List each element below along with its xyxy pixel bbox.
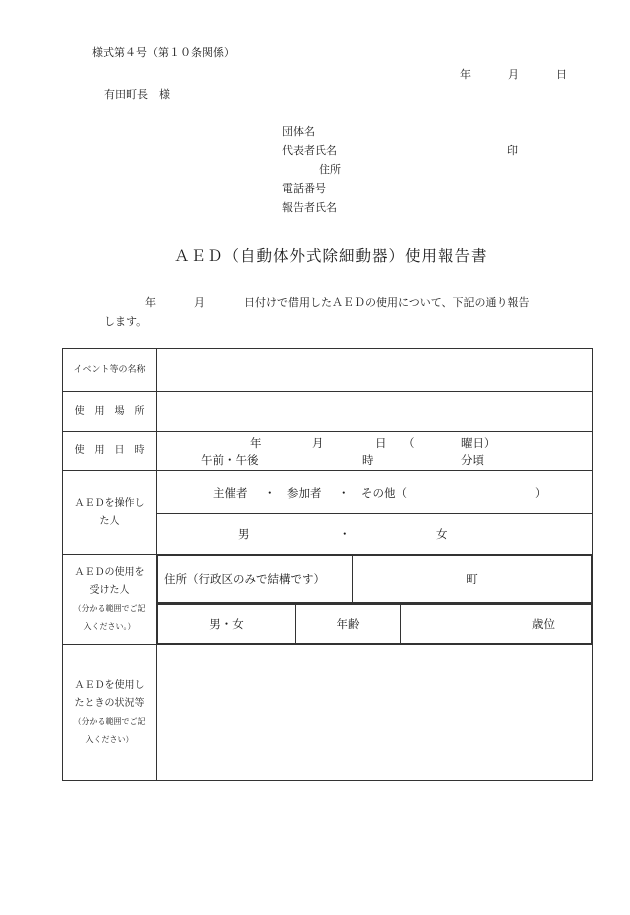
event-name-field[interactable] <box>157 349 593 392</box>
op-participant: 参加者 <box>287 486 322 500</box>
address-label: 住所 <box>319 163 341 176</box>
row-operator-role <box>63 471 593 514</box>
date-month: 月 <box>508 68 519 81</box>
dt-weekday: 曜日） <box>461 436 496 450</box>
recipient-label <box>63 555 157 645</box>
row-recipient-address <box>63 555 593 604</box>
recipient-address-cell <box>157 555 593 604</box>
operator-gender-field[interactable] <box>157 514 593 555</box>
rec-age-label: 年齢 <box>296 605 401 644</box>
dt-paren-open: （ <box>403 436 415 450</box>
recipient-gender-age-cell <box>157 604 593 645</box>
dt-day: 日 <box>375 436 387 450</box>
date-year: 年 <box>460 68 471 81</box>
op-close: ） <box>535 486 547 500</box>
page-title: ＡＥＤ（自動体外式除細動器）使用報告書 <box>174 247 488 265</box>
op-host: 主催者 <box>213 486 248 500</box>
datetime-label: 使 用 日 時 <box>63 432 157 471</box>
op-male: 男 <box>238 527 250 541</box>
rep-name-label: 代表者氏名 <box>282 144 337 157</box>
form-number: 様式第４号（第１０条関係） <box>92 46 235 59</box>
place-field[interactable] <box>157 392 593 432</box>
event-name-label: イベント等の名称 <box>63 349 157 392</box>
seal-mark: 印 <box>507 144 518 157</box>
situation-label <box>63 645 157 781</box>
reporter-name-label: 報告者氏名 <box>282 201 337 214</box>
recipient-note-line2: 入ください。） <box>83 621 136 631</box>
situation-note-line1: （分かる範囲でご記 <box>73 716 146 726</box>
operator-label-line1: ＡＥＤを操作し <box>74 497 145 509</box>
row-situation <box>63 645 593 781</box>
situation-field[interactable] <box>157 645 593 781</box>
op-dot1: ・ <box>264 486 276 500</box>
rec-town: 町 <box>466 572 478 586</box>
rec-gender-field[interactable]: 男・女 <box>158 605 296 644</box>
op-dot3: ・ <box>339 527 351 541</box>
report-table <box>62 348 593 781</box>
recipient-label-line2: 受けた人 <box>89 584 130 596</box>
op-dot2: ・ <box>338 486 350 500</box>
rec-address-label: 住所（行政区のみで結構です） <box>158 556 353 603</box>
recipient-note-line1: （分かる範囲でご記 <box>73 603 146 613</box>
datetime-field[interactable] <box>157 432 593 471</box>
dt-minute: 分頃 <box>461 453 484 467</box>
situation-label-line2: たときの状況等 <box>74 697 145 709</box>
org-name-label: 団体名 <box>282 125 315 138</box>
recipient-label-line1: ＡＥＤの使用を <box>74 566 145 578</box>
intro-line2: します。 <box>104 315 148 328</box>
addressee: 有田町長 様 <box>104 88 170 101</box>
dt-ampm: 午前・午後 <box>201 453 259 467</box>
op-other: その他（ <box>361 486 407 500</box>
intro-line1: 日付けで借用したＡＥＤの使用について、下記の通り報告 <box>244 296 530 309</box>
row-datetime <box>63 432 593 471</box>
operator-label <box>63 471 157 555</box>
date-day: 日 <box>556 68 567 81</box>
situation-note-line2: 入ください） <box>85 734 134 744</box>
rec-address-field[interactable] <box>353 556 592 603</box>
phone-label: 電話番号 <box>282 182 326 195</box>
row-event-name <box>63 349 593 392</box>
dt-hour: 時 <box>362 453 374 467</box>
op-female: 女 <box>436 527 448 541</box>
intro-year: 年 <box>145 296 156 309</box>
intro-month: 月 <box>194 296 205 309</box>
operator-role-field[interactable] <box>157 471 593 514</box>
rec-age-field[interactable] <box>401 605 592 644</box>
row-place <box>63 392 593 432</box>
place-label: 使 用 場 所 <box>63 392 157 432</box>
dt-month: 月 <box>312 436 324 450</box>
dt-year: 年 <box>250 436 262 450</box>
operator-label-line2: た人 <box>99 515 120 527</box>
situation-label-line1: ＡＥＤを使用し <box>74 679 145 691</box>
rec-age-unit: 歳位 <box>532 617 555 631</box>
